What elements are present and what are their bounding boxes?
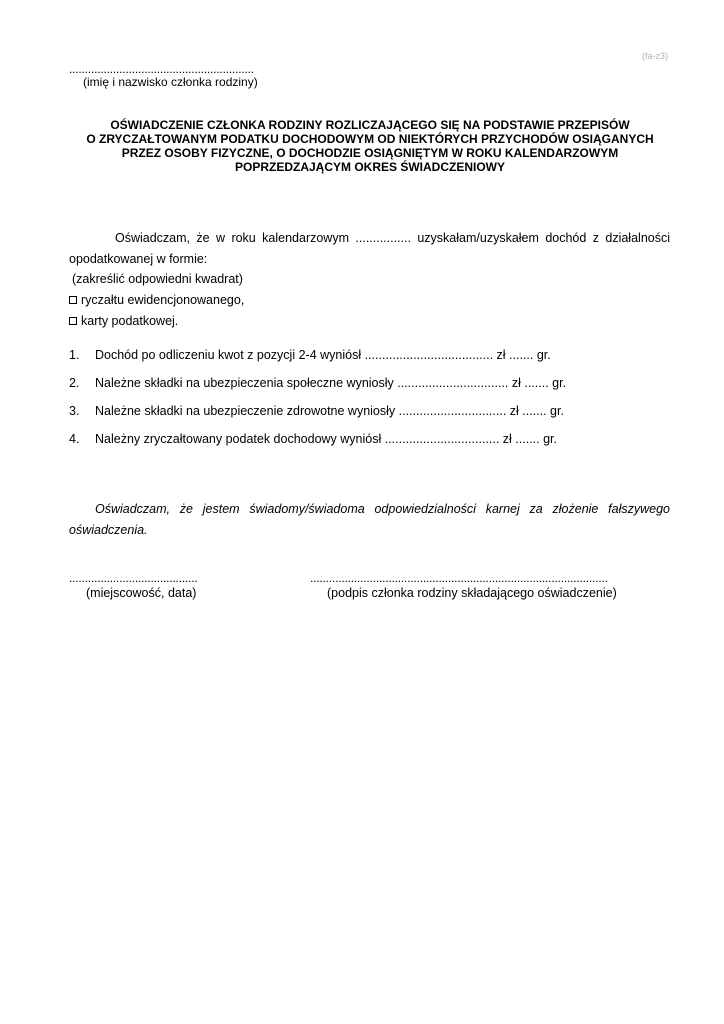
item-text: Dochód po odliczeniu kwot z pozycji 2-4 wyniósł ..................................... zł ....... gr.	[95, 348, 551, 362]
item-text: Należny zryczałtowany podatek dochodowy wyniósł ................................. zł ....... gr.	[95, 432, 557, 446]
title-line: PRZEZ OSOBY FIZYCZNE, O DOCHODZIE OSIĄGNIĘTYM W ROKU KALENDARZOWYM	[121, 146, 619, 160]
list-item	[69, 376, 566, 390]
item-text: Należne składki na ubezpieczenie zdrowotne wyniosły ............................... zł ....... gr.	[95, 404, 564, 418]
member-name-dotted-line: ...........................................................	[69, 62, 254, 76]
place-date-caption: (miejscowość, data)	[86, 586, 197, 600]
item-number: 2.	[69, 376, 80, 390]
option-karta-podatkowa[interactable]	[69, 314, 178, 328]
list-item	[69, 348, 551, 362]
signature-dotted-line: ...............................................................................................	[310, 571, 608, 585]
declaration-paragraph	[69, 228, 670, 270]
option-ryczalt[interactable]	[69, 293, 244, 307]
option-label: ryczałtu ewidencjonowanego,	[81, 293, 245, 307]
form-code: (fa-z3)	[641, 51, 668, 61]
title-line: OŚWIADCZENIE CZŁONKA RODZINY ROZLICZAJĄCEGO SIĘ NA PODSTAWIE PRZEPISÓW	[110, 118, 630, 132]
closing-text: Oświadczam, że jestem świadomy/świadoma odpowiedzialności karnej za złożenie fałszywego oświadczenia.	[69, 502, 670, 537]
closing-statement	[69, 499, 670, 541]
list-item	[69, 404, 564, 418]
item-number: 4.	[69, 432, 80, 446]
title-line: O ZRYCZAŁTOWANYM PODATKU DOCHODOWYM OD NIEKTÓRYCH PRZYCHODÓW OSIĄGANYCH	[86, 132, 654, 146]
title-line: POPRZEDZAJĄCYM OKRES ŚWIADCZENIOWY	[234, 160, 505, 174]
option-label: karty podatkowej.	[81, 314, 179, 328]
list-item	[69, 432, 557, 446]
item-text: Należne składki na ubezpieczenia społeczne wyniosły ................................ zł ....... gr.	[95, 376, 567, 390]
place-date-dotted-line: .........................................	[69, 571, 198, 585]
checkbox-square-icon[interactable]	[69, 296, 77, 304]
item-number: 3.	[69, 404, 80, 418]
item-number: 1.	[69, 348, 80, 362]
checkbox-square-icon[interactable]	[69, 317, 77, 325]
document-title	[60, 118, 680, 174]
declaration-text: Oświadczam, że w roku kalendarzowym ................ uzyskałam/uzyskałem dochód z działalności opodatkowanej w formie:	[69, 231, 670, 266]
signature-caption: (podpis członka rodziny składającego oświadczenie)	[327, 586, 617, 600]
checkbox-hint: (zakreślić odpowiedni kwadrat)	[72, 272, 243, 286]
member-name-caption: (imię i nazwisko członka rodziny)	[83, 75, 258, 89]
